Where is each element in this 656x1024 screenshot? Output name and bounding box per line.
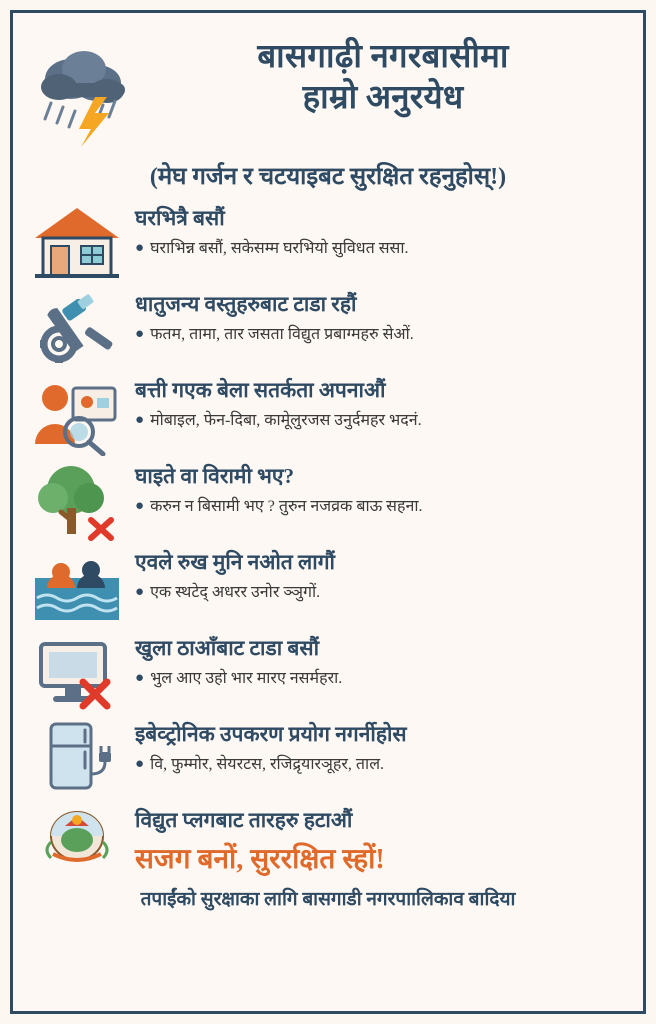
list-item-text	[135, 458, 627, 518]
list-item-heading: एवले रुख मुनि नओत लागौं	[135, 550, 335, 574]
list-item-text	[135, 372, 627, 432]
title-line-1: बासगाढ़ी नगरबासीमा	[257, 39, 509, 75]
list-item-detail	[135, 497, 627, 518]
bullet-icon: ●	[135, 326, 145, 343]
poster-slogan: सजग बनों, सुररक्षित स्हों!	[135, 844, 385, 876]
list-item-heading: विद्युत प्लगबाट तारहरु हटाऔं	[135, 808, 353, 832]
poster-subtitle: (मेघ गर्जन र चटयाइबट सुरक्षित रहनुहोस्!)	[149, 164, 507, 190]
poster-frame	[10, 10, 646, 1014]
list-item-text	[135, 200, 627, 260]
tree-crossed-icon	[29, 458, 125, 542]
refrigerator-plug-icon	[29, 716, 125, 800]
list-item-detail	[135, 411, 627, 432]
list-item	[29, 544, 627, 628]
storm-cloud-lightning-icon	[29, 37, 141, 147]
list-item-detail-text: घराभिन्न बसौं, सकेसम्म घरभियो सुविधत ससा.	[150, 240, 409, 258]
advice-list	[29, 200, 627, 877]
person-phone-icon	[29, 372, 125, 456]
nepal-emblem-icon	[29, 802, 125, 868]
list-item-detail-text: वि, फुम्मोर, सेयरटस, रजिद्रृयारञूहर, ताल.	[150, 756, 385, 774]
list-item	[29, 286, 627, 370]
list-item-detail-text: भुल आए उहो भार मारए नसर्महरा.	[150, 670, 343, 688]
list-item-text	[135, 716, 627, 776]
monitor-crossed-icon	[29, 630, 125, 714]
list-item-detail	[135, 755, 627, 776]
list-item-detail	[135, 583, 627, 604]
house-icon	[29, 200, 125, 284]
bullet-icon: ●	[135, 756, 145, 773]
list-item	[29, 802, 627, 877]
bullet-icon: ●	[135, 240, 145, 257]
list-item-heading: इबेव्ट्रोनिक उपकरण प्रयोग नगर्नीहोस	[135, 722, 407, 746]
bullet-icon: ●	[135, 498, 145, 515]
list-item-text	[135, 544, 627, 604]
list-item-detail-text: फतम, तामा, तार जसता विद्युत प्रबाग्महरु सेओं.	[150, 326, 414, 344]
list-item-text	[135, 630, 627, 690]
poster-header	[29, 27, 627, 147]
list-item-detail	[135, 325, 627, 346]
bullet-icon: ●	[135, 670, 145, 687]
poster-title	[147, 37, 627, 120]
title-line-2: हाम्रो अनुरयेध	[302, 80, 464, 117]
list-item-text	[135, 286, 627, 346]
list-item-text	[135, 802, 627, 877]
list-item-heading: बत्ती गएक बेला सतर्कता अपनाऔं	[135, 378, 386, 402]
tools-wrench-gear-icon	[29, 286, 125, 370]
list-item-heading: घरभित्रै बसौं	[135, 206, 225, 230]
list-item-detail	[135, 239, 627, 260]
list-item-detail-text: करुन न बिसामी भए ? तुरुन नजव्रक बाऊ सहना.	[150, 498, 423, 516]
list-item-detail-text: एक स्थटेद् अधरर उनोर ञ्ञुगों.	[150, 584, 321, 602]
list-item-heading: खुला ठाऑंबाट टाडा बसौं	[135, 636, 320, 660]
swimmers-water-icon	[29, 544, 125, 628]
list-item-detail	[135, 669, 627, 690]
bullet-icon: ●	[135, 584, 145, 601]
list-item-heading: घाइते वा विरामी भए?	[135, 464, 295, 488]
bullet-icon: ●	[135, 412, 145, 429]
list-item-heading: धातुजन्य वस्तुहरुबाट टाडा रहौं	[135, 292, 357, 316]
list-item	[29, 372, 627, 456]
poster-footer: तपाईंको सुरक्षाका लागि बासगाडी नगरपाालिकाव बादिया	[140, 889, 516, 911]
list-item-detail-text: मोबाइल, फेन-दिबा, कामेूलुरजस उनुर्दमहर भदनं.	[150, 412, 422, 430]
list-item	[29, 458, 627, 542]
list-item	[29, 630, 627, 714]
list-item	[29, 200, 627, 284]
list-item	[29, 716, 627, 800]
